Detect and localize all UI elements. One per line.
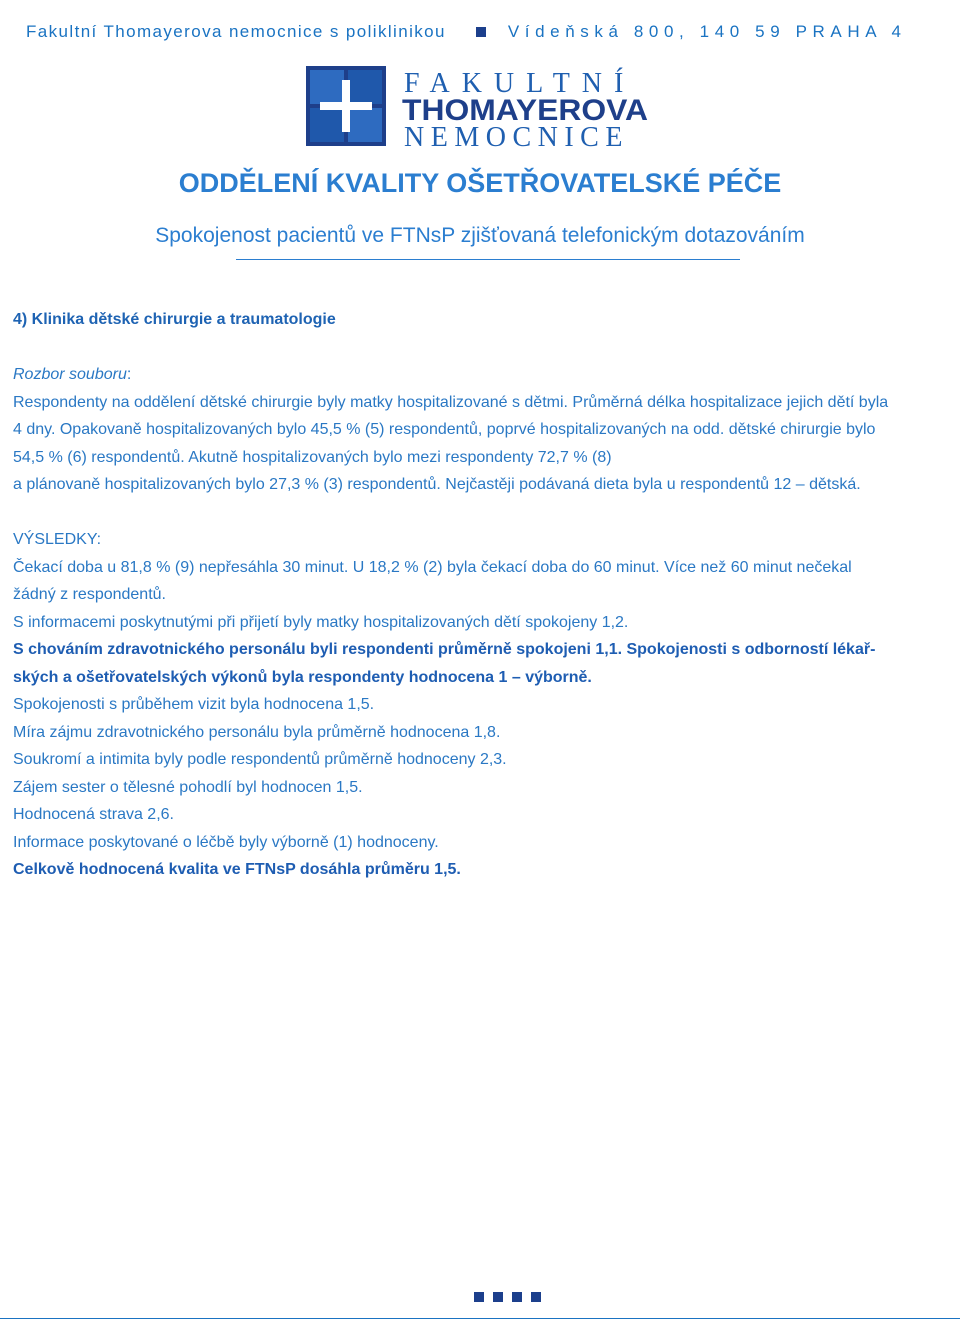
rozbor-line: a plánovaně hospitalizovaných bylo 27,3 % (3) respondentů. Nejčastěji podávaná dieta byla u respondentů 12 – dětská. (13, 476, 861, 493)
result-line: Zájem sester o tělesné pohodlí byl hodnocen 1,5. (13, 778, 363, 796)
institution-address: Vídeňská 800, 140 59 PRAHA 4 (507, 22, 907, 41)
result-line: S chováním zdravotnického personálu byli respondenti průměrně spokojeni 1,1. Spokojenosti s odborností lékař- (13, 641, 876, 658)
logo-cross-icon (306, 66, 386, 146)
footer-square-icon (493, 1292, 503, 1302)
rozbor-line: 4 dny. Opakovaně hospitalizovaných bylo 45,5 % (5) respondentů, poprvé hospitalizovaných na odd. dětské chirurgie bylo (13, 421, 876, 438)
result-line: ských a ošetřovatelských výkonů byla respondenty hodnocena 1 – výborně. (13, 668, 592, 686)
report-section (13, 306, 957, 884)
footer-dots (474, 1292, 541, 1302)
page-title: ODDĚLENÍ KVALITY OŠETŘOVATELSKÉ PÉČE (178, 168, 782, 198)
logo-line-3: NEMOCNICE (404, 122, 629, 150)
rozbor-heading (13, 361, 957, 389)
result-line: Míra zájmu zdravotnického personálu byla průměrně hodnocena 1,8. (13, 723, 501, 741)
result-line: Informace poskytované o léčbě byly výborně (1) hodnoceny. (13, 833, 439, 851)
title-divider (236, 259, 740, 260)
footer-divider (0, 1318, 960, 1319)
result-line: Čekací doba u 81,8 % (9) nepřesáhla 30 minut. U 18,2 % (2) byla čekací doba do 60 minut. Více než 60 minut nečekal (13, 558, 852, 576)
rozbor-label: Rozbor souboru (13, 366, 127, 383)
separator-square-icon (476, 27, 486, 37)
page-header (26, 20, 907, 44)
result-line: Celkově hodnocená kvalita ve FTNsP dosáhla průměru 1,5. (13, 861, 461, 878)
footer-square-icon (474, 1292, 484, 1302)
hospital-logo (306, 64, 652, 150)
vysledky-label: VÝSLEDKY: (13, 531, 102, 548)
rozbor-line: Respondenty na oddělení dětské chirurgie byly matky hospitalizované s dětmi. Průměrná délka hospitalizace jejich dětí byla (13, 393, 889, 411)
results-list (13, 554, 957, 884)
logo-line-1: FAKULTNÍ (404, 68, 636, 99)
result-line: Soukromí a intimita byly podle respondentů průměrně hodnoceny 2,3. (13, 751, 507, 768)
result-line: S informacemi poskytnutými při přijetí byly matky hospitalizovaných dětí spokojeny 1,2. (13, 613, 629, 631)
page-subtitle: Spokojenost pacientů ve FTNsP zjišťovaná telefonickým dotazováním (155, 224, 805, 247)
rozbor-paragraph (13, 389, 957, 499)
institution-name: Fakultní Thomayerova nemocnice s poliklinikou (26, 22, 446, 41)
result-line: Hodnocená strava 2,6. (13, 806, 174, 823)
rozbor-colon: : (126, 366, 132, 383)
footer-square-icon (531, 1292, 541, 1302)
rozbor-line: 54,5 % (6) respondentů. Akutně hospitalizovaných bylo mezi respondenty 72,7 % (8) (13, 448, 612, 466)
section-heading: 4) Klinika dětské chirurgie a traumatologie (13, 311, 336, 328)
footer-square-icon (512, 1292, 522, 1302)
result-line: žádný z respondentů. (13, 586, 166, 603)
result-line: Spokojenosti s průběhem vizit byla hodnocena 1,5. (13, 696, 375, 713)
logo-line-2: THOMAYEROVA (402, 94, 648, 127)
